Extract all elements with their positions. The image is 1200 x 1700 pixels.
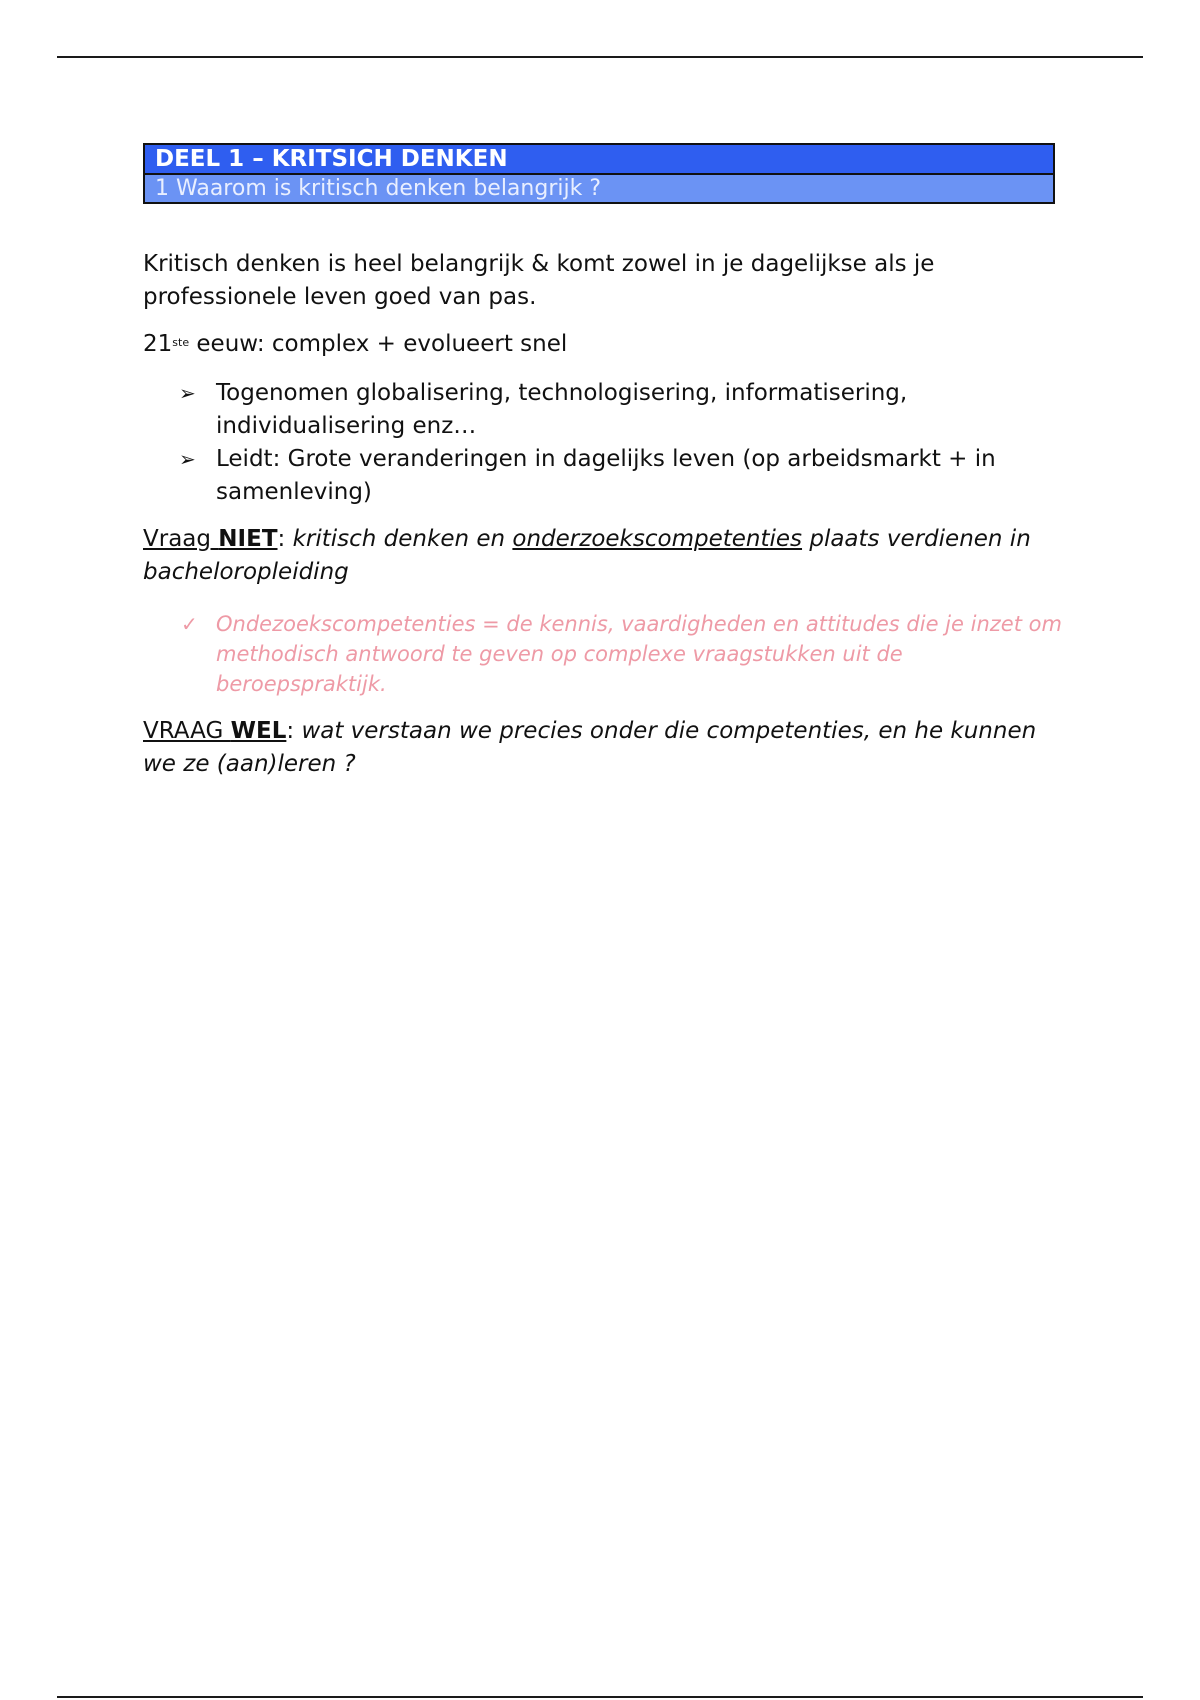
century-text: eeuw: complex + evolueert snel (189, 331, 568, 357)
arrow-bullet-icon: ➢ (179, 381, 196, 405)
part-title: DEEL 1 – KRITSICH DENKEN (145, 145, 1053, 175)
checkmark-icon: ✓ (181, 612, 198, 636)
definition-text: Ondezoekscompetenties = de kennis, vaardigheden en attitudes die je inzet om methodisch antwoord te geven op complexe vraagstukken uit de beroepspraktijk. (216, 612, 1062, 696)
page-bottom-rule (57, 1696, 1143, 1698)
bullet-list (143, 377, 1063, 509)
intro-paragraph: Kritisch denken is heel belangrijk & komt zowel in je dagelijkse als je professionele leven goed van pas. (143, 251, 935, 310)
vraag-niet-paragraph: Vraag NIET: kritisch denken en onderzoekscompetenties plaats verdienen in bacheloropleiding (143, 526, 1031, 585)
chapter-title: 1 Waarom is kritisch denken belangrijk ? (145, 175, 1053, 202)
underlined-term: onderzoekscompetenties (512, 526, 803, 552)
vraag-wel-paragraph: VRAAG WEL: wat verstaan we precies onder die competenties, en he kunnen we ze (aan)leren ? (143, 718, 1037, 777)
vraag-niet-label: Vraag NIET (143, 526, 278, 552)
century-suffix: ste (172, 336, 190, 349)
page-top-rule (57, 56, 1143, 58)
century-number: 21 (143, 331, 173, 357)
list-item: ➢ Leidt: Grote veranderingen in dagelijks leven (op arbeidsmarkt + in samenleving) (143, 443, 1063, 509)
arrow-bullet-icon: ➢ (179, 447, 196, 471)
section-header (143, 143, 1055, 204)
vraag-wel-label: VRAAG WEL (143, 718, 287, 744)
document-body (143, 248, 1063, 781)
list-item: ➢ Togenomen globalisering, technologisering, informatisering, individualisering enz… (143, 377, 1063, 443)
definition-note (143, 609, 1063, 699)
century-paragraph (143, 328, 1063, 364)
